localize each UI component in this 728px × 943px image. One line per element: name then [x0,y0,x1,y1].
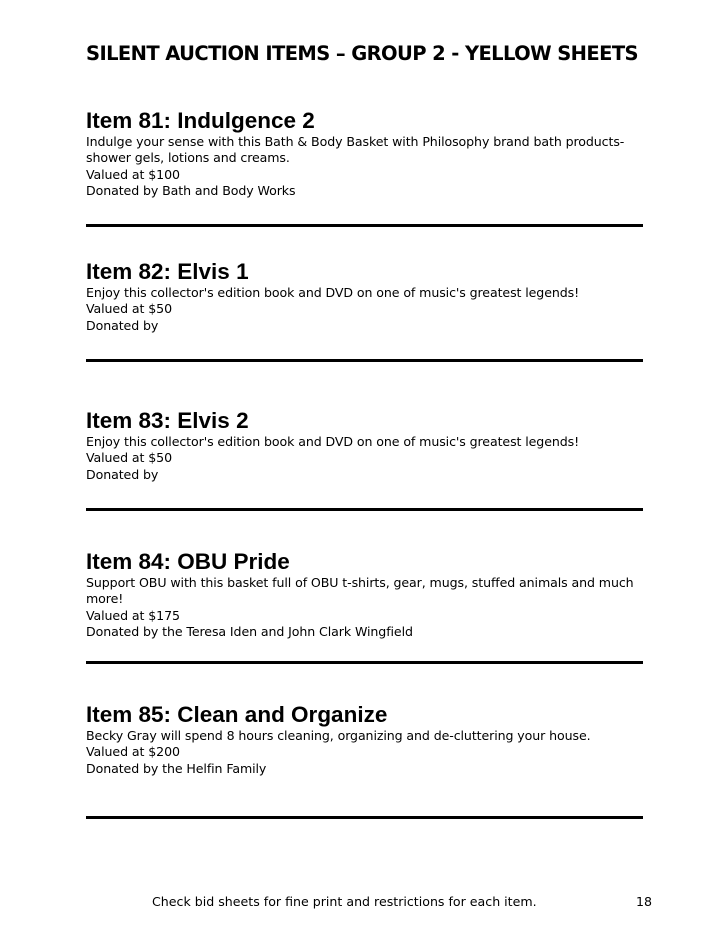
item-title: Item 82: Elvis 1 [86,259,249,284]
item-divider [86,508,643,511]
auction-item [86,549,646,640]
item-donor: Donated by Bath and Body Works [86,182,296,198]
item-title: Item 84: OBU Pride [86,549,290,574]
item-donor: Donated by [86,317,159,333]
item-value: Valued at $50 [86,301,172,317]
item-divider [86,661,643,664]
item-divider [86,816,643,819]
item-description: Indulge your sense with this Bath & Body Basket with Philosophy brand bath products-shower gels, lotions and creams. [86,134,625,166]
item-donor: Donated by [86,466,159,482]
auction-item [86,108,646,199]
auction-item [86,259,646,334]
page-title: SILENT AUCTION ITEMS – GROUP 2 - YELLOW SHEETS [86,42,638,65]
item-donor: Donated by the Teresa Iden and John Clark Wingfield [86,623,413,639]
auction-item [86,408,646,483]
item-value: Valued at $175 [86,607,180,623]
footer-note: Check bid sheets for fine print and restrictions for each item. [152,894,537,909]
item-title: Item 85: Clean and Organize [86,702,388,727]
item-value: Valued at $100 [86,166,180,182]
page-number: 18 [636,894,653,909]
item-divider [86,224,643,227]
auction-item [86,702,646,777]
item-value: Valued at $200 [86,744,180,760]
item-value: Valued at $50 [86,450,172,466]
item-donor: Donated by the Helfin Family [86,760,267,776]
item-description: Enjoy this collector's edition book and DVD on one of music's greatest legends! [86,285,580,300]
item-description: Becky Gray will spend 8 hours cleaning, organizing and de-cluttering your house. [86,728,591,743]
item-description: Enjoy this collector's edition book and DVD on one of music's greatest legends! [86,434,580,449]
item-title: Item 83: Elvis 2 [86,408,249,433]
item-description: Support OBU with this basket full of OBU t-shirts, gear, mugs, stuffed animals and much more! [86,575,634,607]
item-title: Item 81: Indulgence 2 [86,108,315,133]
item-divider [86,359,643,362]
